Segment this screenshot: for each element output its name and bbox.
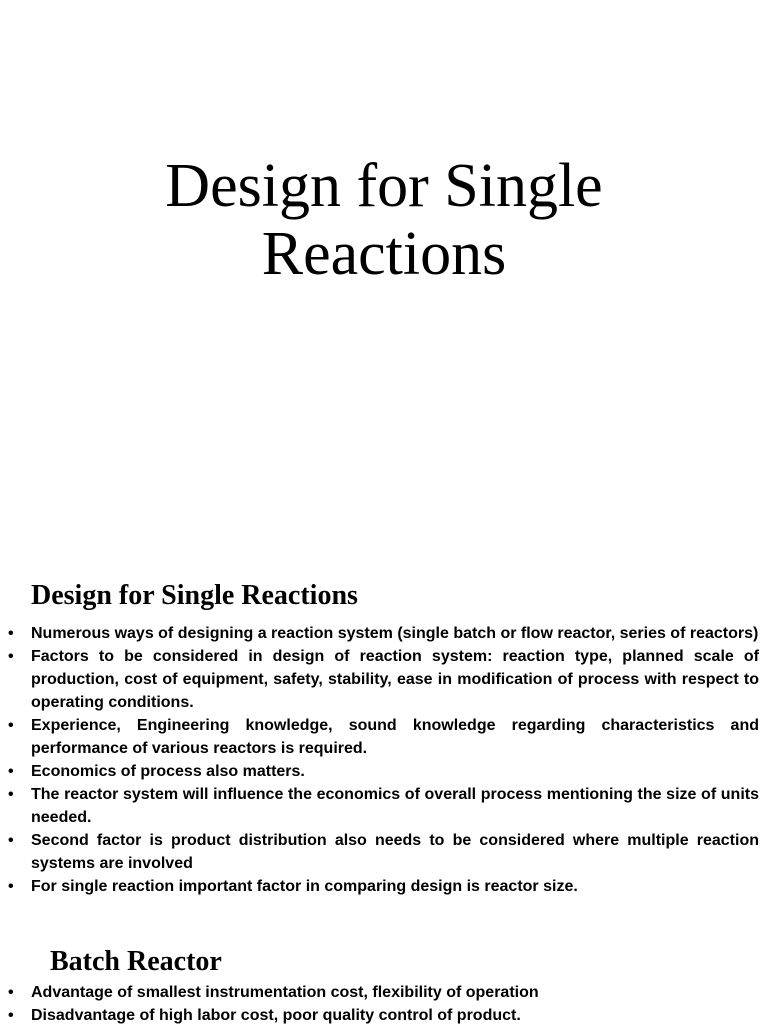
list-item [0,875,768,898]
list-item [0,829,768,875]
bullet-marker: • [8,984,14,1001]
bullet-marker: • [8,832,14,849]
bullet-text: Disadvantage of high labor cost, poor quality control of product. [31,1007,521,1024]
sub-bullet-list [0,981,768,1024]
bullet-marker: • [8,878,14,895]
section-heading: Design for Single Reactions [31,580,358,611]
bullet-text: For single reaction important factor in comparing design is reactor size. [31,878,578,895]
bullet-text: Numerous ways of designing a reaction system (single batch or flow reactor, series of reactors) [31,625,759,642]
list-item [0,1004,768,1024]
bullet-text: The reactor system will influence the economics of overall process mentioning the size of units needed. [31,786,759,826]
list-item [0,783,768,829]
bullet-list [0,622,768,898]
subsection-heading: Batch Reactor [50,946,222,977]
bullet-marker: • [8,648,14,665]
bullet-marker: • [8,717,14,734]
list-item [0,645,768,714]
bullet-text: Second factor is product distribution also needs to be considered where multiple reaction systems are involved [31,832,759,872]
title-line-1: Design for Single [165,152,603,220]
list-item [0,622,768,645]
bullet-text: Experience, Engineering knowledge, sound knowledge regarding characteristics and performance of various reactors is required. [31,717,759,757]
bullet-text: Advantage of smallest instrumentation cost, flexibility of operation [31,984,539,1001]
bullet-marker: • [8,625,14,642]
list-item [0,714,768,760]
page-title [0,152,768,288]
bullet-marker: • [8,786,14,803]
title-line-2: Reactions [261,220,507,288]
bullet-marker: • [8,1007,14,1024]
list-item [0,760,768,783]
bullet-marker: • [8,763,14,780]
bullet-text: Factors to be considered in design of reaction system: reaction type, planned scale of production, cost of equipment, safety, stability, ease in modification of process with respect to operating conditions. [31,648,759,711]
bullet-text: Economics of process also matters. [31,763,305,780]
list-item [0,981,768,1004]
